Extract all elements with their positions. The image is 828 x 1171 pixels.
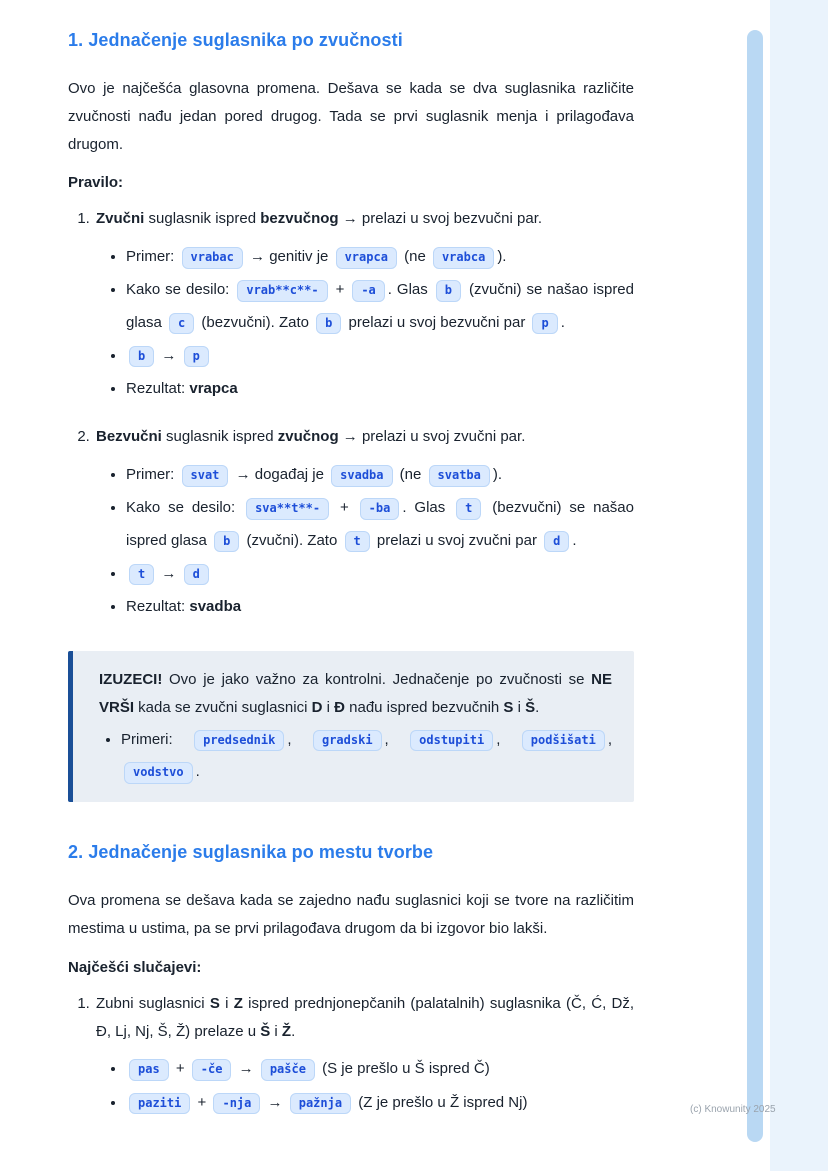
text-segment: + bbox=[332, 499, 357, 517]
bold-text: vrapca bbox=[189, 380, 238, 397]
text-segment: , bbox=[607, 730, 612, 748]
text-segment: → genitiv je bbox=[245, 248, 333, 265]
bold-text: IZUZECI! bbox=[99, 671, 163, 689]
text-segment: (S je prešlo u Š ispred Č) bbox=[317, 1060, 490, 1078]
text-segment: (ne bbox=[395, 466, 426, 483]
code-chip: vrabca bbox=[433, 247, 494, 269]
text-segment: prelazi u svoj bezvučni par bbox=[344, 313, 530, 331]
example-item bbox=[121, 724, 612, 789]
code-chip: -nja bbox=[213, 1093, 260, 1115]
code-chip: c bbox=[169, 313, 194, 335]
rule-item-dental-before-palatal bbox=[94, 990, 634, 1119]
text-segment: (Z je prešlo u Ž ispred Nj) bbox=[354, 1093, 528, 1111]
text-segment: Zubni suglasnici bbox=[96, 994, 210, 1012]
text-segment: (ne bbox=[399, 248, 430, 265]
rule-text bbox=[96, 205, 634, 233]
code-chip: podšišati bbox=[522, 730, 605, 752]
text-segment: ). bbox=[492, 466, 503, 483]
example-item bbox=[126, 340, 634, 372]
text-segment: suglasnik ispred bbox=[161, 428, 278, 446]
code-chip: vrapca bbox=[336, 247, 397, 269]
text-segment: (zvučni). Zato bbox=[242, 531, 342, 549]
bold-text: Đ bbox=[334, 699, 345, 716]
bold-text: Z bbox=[233, 994, 243, 1012]
text-segment: , bbox=[287, 730, 310, 748]
viewer-right-margin bbox=[770, 0, 828, 1171]
place-rules-list bbox=[68, 990, 634, 1119]
example-item bbox=[126, 1087, 634, 1119]
text-segment: Primeri: bbox=[121, 730, 192, 748]
example-item bbox=[126, 1053, 634, 1085]
bold-text: svadba bbox=[189, 598, 242, 615]
text-segment: + bbox=[330, 281, 350, 299]
cases-label: Najčešći slučajevi: bbox=[68, 958, 202, 976]
code-chip: d bbox=[184, 564, 209, 586]
text-segment: + bbox=[193, 1093, 211, 1111]
text-segment: nađu ispred bezvučnih bbox=[344, 699, 504, 716]
code-chip: d bbox=[544, 531, 569, 553]
code-chip: -če bbox=[192, 1059, 232, 1081]
text-segment: i bbox=[219, 994, 234, 1012]
text-segment: i bbox=[322, 699, 335, 716]
text-segment: . Glas bbox=[387, 281, 433, 299]
text-segment: → bbox=[157, 564, 181, 582]
code-chip: b bbox=[436, 280, 461, 302]
bold-text: Zvučni bbox=[96, 210, 145, 228]
rule-1-examples bbox=[96, 241, 634, 405]
code-chip: t bbox=[456, 498, 481, 520]
text-segment: . bbox=[572, 531, 577, 549]
code-chip: pažnja bbox=[290, 1093, 351, 1115]
code-chip: vrabac bbox=[182, 247, 243, 269]
code-chip: t bbox=[345, 531, 370, 553]
text-segment: Kako se desilo: bbox=[126, 499, 244, 517]
text-segment: → bbox=[157, 346, 181, 364]
code-chip: -ba bbox=[360, 498, 400, 520]
text-segment: . bbox=[535, 699, 540, 716]
code-chip: vrab**c**- bbox=[237, 280, 327, 302]
text-segment: ). bbox=[497, 248, 507, 265]
text-segment: . bbox=[291, 1022, 296, 1040]
code-chip: p bbox=[184, 346, 209, 368]
rule-text bbox=[96, 990, 634, 1046]
text-segment: i bbox=[513, 699, 526, 716]
code-chip: vodstvo bbox=[124, 762, 193, 784]
code-chip: predsednik bbox=[194, 730, 284, 752]
code-chip: svat bbox=[182, 465, 229, 487]
text-segment: (bezvučni) se našao ispred glasa bbox=[126, 499, 634, 549]
rule-2-examples bbox=[96, 459, 634, 623]
text-segment: Primer: bbox=[126, 466, 179, 483]
bold-text: zvučnog bbox=[277, 428, 339, 446]
example-item bbox=[126, 459, 634, 491]
bold-text: S bbox=[209, 994, 220, 1012]
text-segment: → prelazi u svoj zvučni par. bbox=[338, 428, 526, 446]
bold-text: NE VRŠI bbox=[99, 671, 612, 716]
bold-text: Š bbox=[260, 1022, 271, 1040]
code-chip: b bbox=[316, 313, 341, 335]
text-segment: ispred prednjonepčanih (palatalnih) suglasnika (Č, Ć, Dž, Đ, Lj, Nj, Š, Ž) prelaze u bbox=[96, 994, 634, 1040]
text-segment: , bbox=[384, 730, 408, 748]
bold-text: Ž bbox=[281, 1022, 292, 1040]
rule-text bbox=[96, 423, 634, 451]
code-chip: odstupiti bbox=[410, 730, 493, 752]
scrollbar-thumb[interactable] bbox=[747, 30, 763, 1142]
text-segment: (bezvučni). Zato bbox=[197, 313, 314, 331]
example-item bbox=[126, 241, 634, 273]
text-segment: . bbox=[195, 763, 200, 780]
example-item bbox=[126, 274, 634, 339]
bold-text: S bbox=[503, 699, 514, 716]
text-segment: Primer: bbox=[126, 248, 179, 265]
text-segment: prelazi u svoj zvučni par bbox=[372, 531, 542, 549]
example-item bbox=[126, 558, 634, 590]
rule-examples bbox=[96, 1053, 634, 1119]
exceptions-callout bbox=[68, 651, 634, 802]
text-segment: Ovo je jako važno za kontrolni. Jednačenje po zvučnosti se bbox=[162, 671, 592, 689]
text-segment: . Glas bbox=[402, 499, 454, 517]
document-content bbox=[68, 30, 634, 1137]
text-segment: i bbox=[270, 1022, 282, 1040]
rule-item-voiceless-before-voiced bbox=[94, 423, 634, 623]
example-item bbox=[126, 591, 634, 623]
text-segment: Kako se desilo: bbox=[126, 281, 235, 299]
text-segment: → bbox=[263, 1093, 287, 1111]
voicing-rules-list bbox=[68, 205, 634, 623]
code-chip: b bbox=[129, 346, 154, 368]
example-item bbox=[126, 492, 634, 557]
callout-text bbox=[99, 666, 612, 722]
text-segment: , bbox=[496, 730, 519, 748]
text-segment: suglasnik ispred bbox=[144, 210, 261, 228]
code-chip: svadba bbox=[331, 465, 392, 487]
code-chip: svatba bbox=[429, 465, 490, 487]
text-segment: (zvučni) se našao ispred glasa bbox=[126, 281, 634, 331]
rule-item-voiced-before-voiceless bbox=[94, 205, 634, 405]
section-2-intro: Ova promena se dešava kada se zajedno nađu suglasnici koji se tvore na različitim mestima u ustima, pa se prvi prilagođava drugom da bi izgovor bio lakši. bbox=[68, 892, 634, 937]
section-1-intro: Ovo je najčešća glasovna promena. Dešava se kada se dva suglasnika različite zvučnosti nađu jedan pored drugog. Tada se prvi suglasnik menja i prilagođava drugom. bbox=[68, 80, 634, 153]
bold-text: D bbox=[311, 699, 323, 716]
bold-text: Bezvučni bbox=[96, 428, 162, 446]
callout-examples bbox=[99, 724, 612, 789]
code-chip: pas bbox=[129, 1059, 169, 1081]
code-chip: gradski bbox=[313, 730, 382, 752]
example-item bbox=[126, 373, 634, 405]
bold-text: bezvučnog bbox=[260, 210, 339, 228]
watermark: (c) Knowunity 2025 bbox=[690, 1104, 776, 1115]
text-segment: Rezultat: bbox=[126, 380, 190, 397]
text-segment: → prelazi u svoj bezvučni par. bbox=[338, 210, 543, 228]
section-2-heading: 2. Jednačenje suglasnika po mestu tvorbe bbox=[68, 842, 434, 863]
text-segment: Rezultat: bbox=[126, 598, 190, 615]
code-chip: p bbox=[532, 313, 557, 335]
code-chip: t bbox=[129, 564, 154, 586]
section-1-heading: 1. Jednačenje suglasnika po zvučnosti bbox=[68, 30, 403, 50]
text-segment: + bbox=[171, 1060, 189, 1078]
text-segment: . bbox=[560, 313, 565, 331]
code-chip: b bbox=[214, 531, 239, 553]
bold-text: Š bbox=[525, 699, 536, 716]
code-chip: sva**t**- bbox=[246, 498, 329, 520]
code-chip: pašče bbox=[261, 1059, 315, 1081]
rule-label: Pravilo: bbox=[68, 174, 124, 192]
code-chip: paziti bbox=[129, 1093, 190, 1115]
text-segment: → bbox=[234, 1060, 258, 1078]
text-segment: → događaj je bbox=[231, 466, 329, 483]
text-segment: kada se zvučni suglasnici bbox=[134, 699, 312, 716]
code-chip: -a bbox=[352, 280, 384, 302]
